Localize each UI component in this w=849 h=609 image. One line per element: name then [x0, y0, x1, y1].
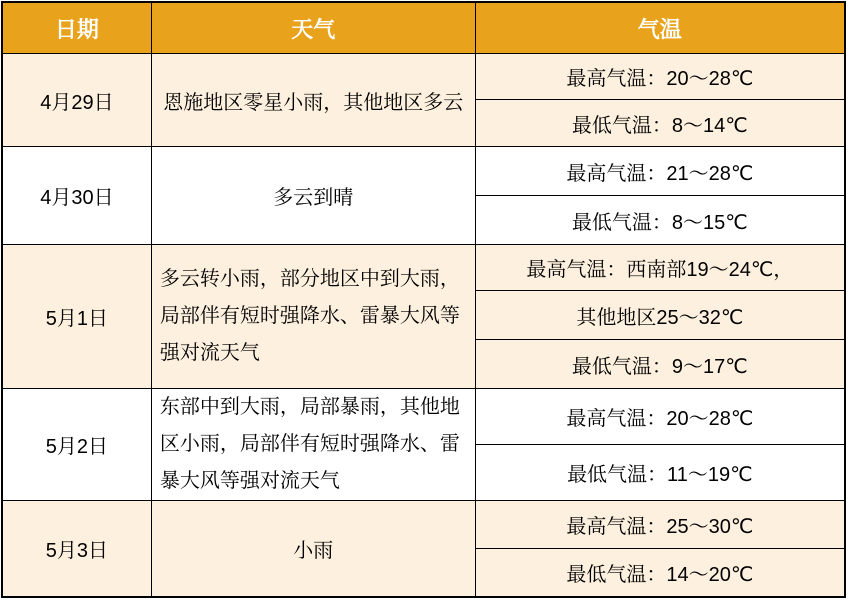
weather-cell: 多云到晴	[151, 147, 475, 245]
temp-high-cell: 最高气温：西南部19～24℃，	[475, 245, 845, 291]
temp-low-cell: 最低气温：9～17℃	[475, 340, 845, 389]
temp-high-cell: 最高气温：21～28℃	[475, 147, 845, 196]
header-date: 日期	[2, 2, 151, 54]
weather-cell: 小雨	[151, 501, 475, 597]
table-row	[2, 245, 845, 291]
header-temperature: 气温	[475, 2, 845, 54]
temp-low-cell: 最低气温：8～14℃	[475, 100, 845, 147]
header-row	[2, 2, 845, 54]
date-cell: 5月1日	[2, 245, 151, 389]
temp-high-other-cell: 其他地区25～32℃	[475, 291, 845, 340]
temp-high-cell: 最高气温：20～28℃	[475, 389, 845, 445]
header-weather: 天气	[151, 2, 475, 54]
table-row	[2, 501, 845, 549]
temp-low-cell: 最低气温：14～20℃	[475, 549, 845, 597]
temp-high-cell: 最高气温：20～28℃	[475, 54, 845, 100]
date-cell: 4月30日	[2, 147, 151, 245]
weather-cell: 多云转小雨，部分地区中到大雨，局部伴有短时强降水、雷暴大风等强对流天气	[151, 245, 475, 389]
date-cell: 5月3日	[2, 501, 151, 597]
table-row	[2, 54, 845, 100]
table-row	[2, 147, 845, 196]
temp-low-cell: 最低气温：11～19℃	[475, 445, 845, 501]
weather-cell: 东部中到大雨，局部暴雨，其他地区小雨，局部伴有短时强降水、雷暴大风等强对流天气	[151, 389, 475, 501]
temp-low-cell: 最低气温：8～15℃	[475, 196, 845, 245]
temp-high-cell: 最高气温：25～30℃	[475, 501, 845, 549]
date-cell: 4月29日	[2, 54, 151, 147]
table-row	[2, 389, 845, 445]
weather-forecast-table	[1, 1, 846, 598]
weather-cell: 恩施地区零星小雨，其他地区多云	[151, 54, 475, 147]
date-cell: 5月2日	[2, 389, 151, 501]
